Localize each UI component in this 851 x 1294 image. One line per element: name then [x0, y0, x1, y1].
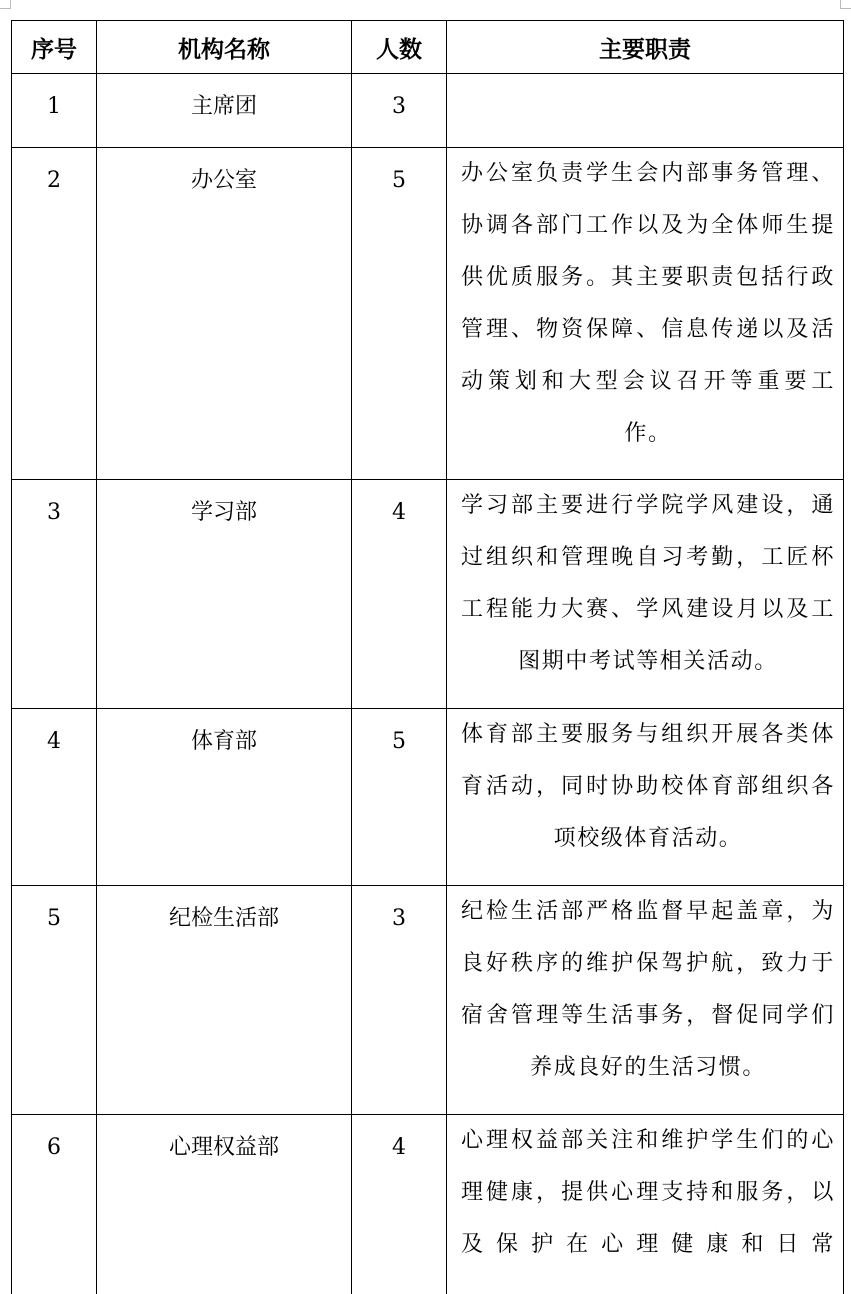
cell-name: 主席团: [97, 74, 352, 148]
table-row: [12, 886, 844, 1115]
cell-index: 2: [12, 148, 97, 480]
cell-duty: [447, 74, 844, 148]
header-name: 机构名称: [97, 21, 352, 74]
table-row: [12, 709, 844, 886]
header-duty: 主要职责: [447, 21, 844, 74]
cell-count: 4: [352, 1115, 447, 1294]
page-corner-mark-right: [840, 0, 851, 9]
cell-duty: 纪检生活部严格监督早起盖章，为良好秩序的维护保驾护航，致力于宿舍管理等生活事务，督促同学们养成良好的生活习惯。: [447, 886, 844, 1115]
page-corner-mark-left: [0, 0, 11, 9]
table-row: [12, 74, 844, 148]
cell-duty: 学习部主要进行学院学风建设，通过组织和管理晚自习考勤，工匠杯工程能力大赛、学风建设月以及工图期中考试等相关活动。: [447, 480, 844, 709]
cell-name: 办公室: [97, 148, 352, 480]
table-header-row: [12, 21, 844, 74]
cell-count: 3: [352, 74, 447, 148]
table-row: [12, 480, 844, 709]
table-row: [12, 148, 844, 480]
table-row: [12, 1115, 844, 1294]
cell-name: 学习部: [97, 480, 352, 709]
cell-duty: 体育部主要服务与组织开展各类体育活动，同时协助校体育部组织各项校级体育活动。: [447, 709, 844, 886]
cell-index: 6: [12, 1115, 97, 1294]
cell-index: 5: [12, 886, 97, 1115]
header-count: 人数: [352, 21, 447, 74]
cell-name: 体育部: [97, 709, 352, 886]
cell-count: 5: [352, 148, 447, 480]
header-index: 序号: [12, 21, 97, 74]
cell-duty: 办公室负责学生会内部事务管理、协调各部门工作以及为全体师生提供优质服务。其主要职责包括行政管理、物资保障、信息传递以及活动策划和大型会议召开等重要工作。: [447, 148, 844, 480]
cell-name: 心理权益部: [97, 1115, 352, 1294]
cell-count: 4: [352, 480, 447, 709]
cell-name: 纪检生活部: [97, 886, 352, 1115]
cell-index: 4: [12, 709, 97, 886]
cell-duty: 心理权益部关注和维护学生们的心理健康，提供心理支持和服务，以及保护在心理健康和日常: [447, 1115, 844, 1294]
cell-count: 5: [352, 709, 447, 886]
cell-index: 1: [12, 74, 97, 148]
cell-count: 3: [352, 886, 447, 1115]
cell-index: 3: [12, 480, 97, 709]
organization-table: [11, 20, 844, 1294]
